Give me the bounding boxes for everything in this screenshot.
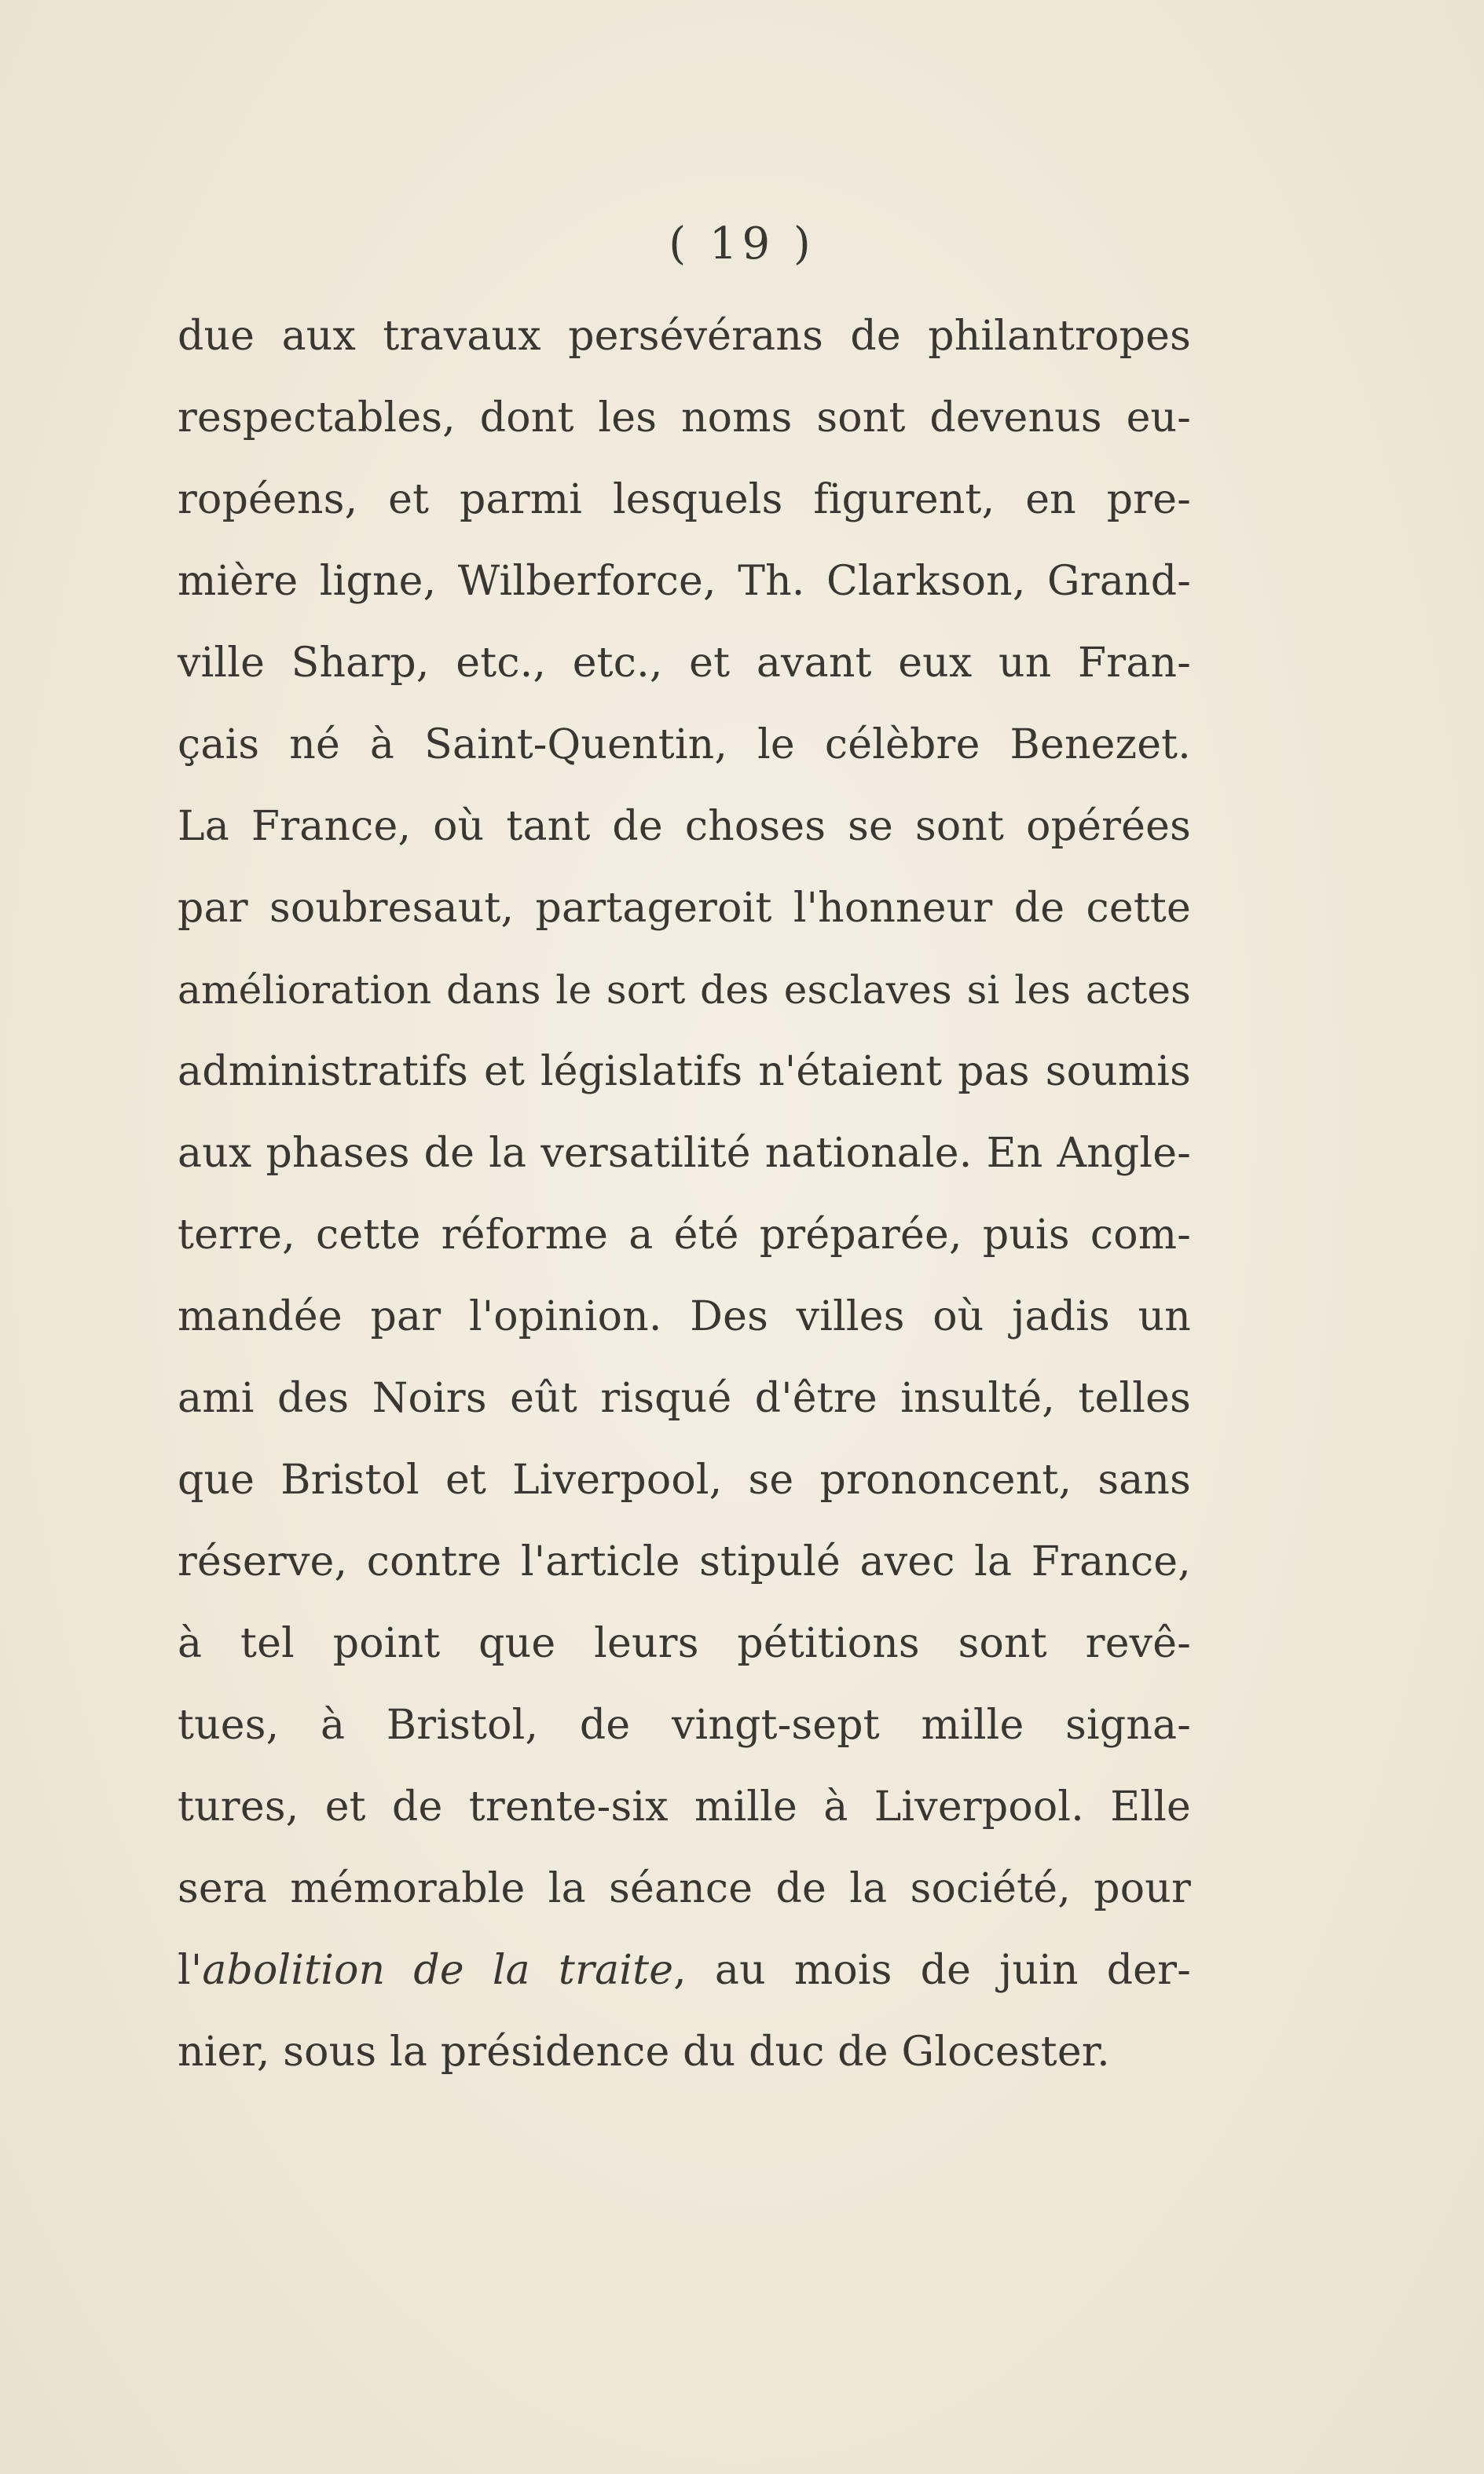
text-line: l'abolition de la traite, au mois de juin der- (178, 1947, 1191, 1994)
italic-title: abolition de la traite (202, 1947, 674, 1994)
text-line: La France, où tant de choses se sont opérées (178, 803, 1191, 850)
text-line: ami des Noirs eût risqué d'être insulté, telles (178, 1375, 1191, 1422)
text-line: ville Sharp, etc., etc., et avant eux un Fran- (178, 640, 1191, 687)
text-line: tures, et de trente-six mille à Liverpool. Elle (178, 1783, 1191, 1831)
page-number: ( 19 ) (669, 218, 815, 269)
text-line: terre, cette réforme a été préparée, puis com- (178, 1211, 1191, 1259)
body-text (178, 295, 1191, 2093)
text-line: aux phases de la versatilité nationale. En Angle- (178, 1130, 1191, 1177)
text-line-last: nier, sous la présidence du duc de Glocester. (178, 2029, 1110, 2076)
text-line: ropéens, et parmi lesquels figurent, en pre- (178, 476, 1191, 523)
text-line: par soubresaut, partageroit l'honneur de cette (178, 885, 1191, 932)
text-line: respectables, dont les noms sont devenus eu- (178, 394, 1191, 442)
text-line: réserve, contre l'article stipulé avec la France, (178, 1538, 1191, 1585)
text-line: due aux travaux persévérans de philantropes (178, 313, 1191, 360)
text-line: sera mémorable la séance de la société, pour (178, 1865, 1191, 1912)
text-line: mandée par l'opinion. Des villes où jadis un (178, 1293, 1191, 1340)
text-line: amélioration dans le sort des esclaves si les actes (178, 967, 1191, 1013)
text-line: administratifs et législatifs n'étaient pas soumis (178, 1048, 1191, 1095)
text-line: çais né à Saint-Quentin, le célèbre Benezet. (178, 721, 1191, 768)
text-line: tues, à Bristol, de vingt-sept mille signa- (178, 1702, 1191, 1749)
text-line: à tel point que leurs pétitions sont revê- (178, 1620, 1191, 1667)
text-line: que Bristol et Liverpool, se prononcent, sans (178, 1457, 1191, 1504)
text-line: mière ligne, Wilberforce, Th. Clarkson, Grand- (178, 558, 1191, 605)
